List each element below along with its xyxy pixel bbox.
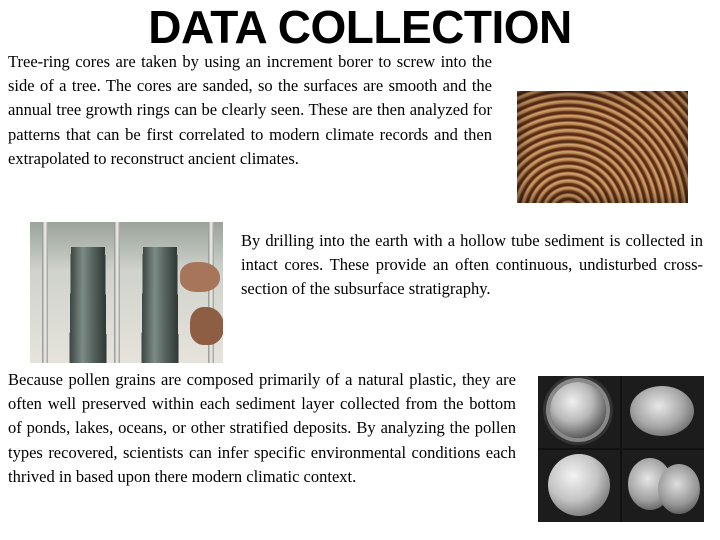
- tree-ring-paragraph: Tree-ring cores are taken by using an increment borer to screw into the side of a tree. The cores are sanded, so the surfaces are smooth and the annual tree growth rings can be clearly seen. These are then analyzed for patterns that can be first correlated to modern climate records and then extrapolated to reconstruct ancient climates.: [8, 52, 492, 168]
- page-title: DATA COLLECTION: [148, 1, 572, 53]
- tree-ring-image: [517, 91, 688, 203]
- pollen-paragraph: Because pollen grains are composed primarily of a natural plastic, they are often well preserved within each sediment layer collected from the bottom of ponds, lakes, oceans, or other stratified deposits. By analyzing the pollen types recovered, scientists can infer specific environmental conditions each thrived in based upon there modern climatic context.: [8, 370, 516, 486]
- sediment-paragraph: By drilling into the earth with a hollow tube sediment is collected in intact cores. These provide an often continuous, undisturbed cross-section of the subsurface stratigraphy.: [241, 231, 703, 299]
- pollen-sem-image: [538, 376, 704, 522]
- sediment-core-image: [30, 222, 223, 363]
